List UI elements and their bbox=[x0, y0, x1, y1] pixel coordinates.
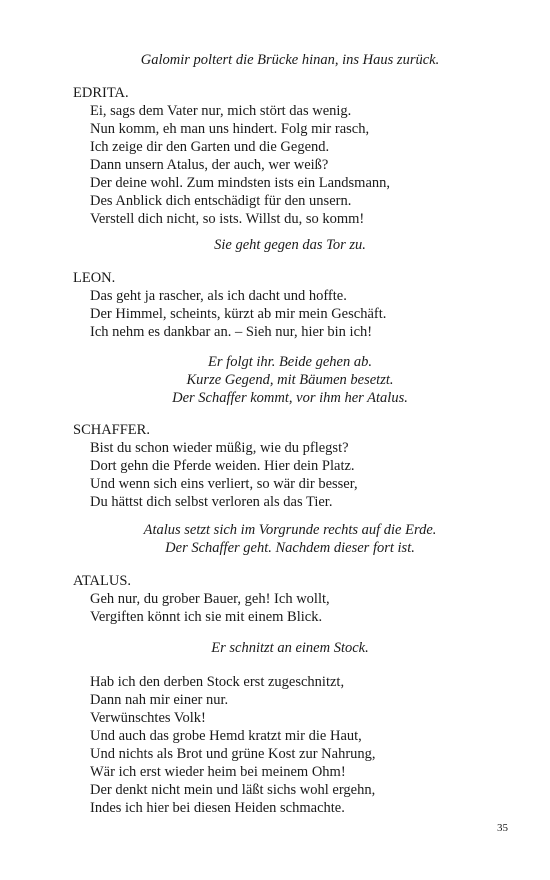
verse-line: Verwünschtes Volk! bbox=[90, 710, 206, 726]
verse-line: Und wenn sich eins verliert, so wär dir besser, bbox=[90, 476, 358, 492]
stage-line: Er folgt ihr. Beide gehen ab. bbox=[208, 354, 372, 370]
stage-direction bbox=[0, 639, 550, 657]
verse-block bbox=[0, 287, 550, 341]
speaker-name: ATALUS. bbox=[73, 573, 132, 589]
stage-line: Galomir poltert die Brücke hinan, ins Haus zurück. bbox=[140, 52, 440, 68]
stage-direction bbox=[0, 51, 550, 69]
verse-line: Geh nur, du grober Bauer, geh! Ich wollt, bbox=[90, 591, 330, 607]
verse-line: Dort gehn die Pferde weiden. Hier dein Platz. bbox=[90, 458, 355, 474]
verse-line: Du hättst dich selbst verloren als das Tier. bbox=[90, 494, 333, 510]
stage-direction bbox=[0, 236, 550, 254]
verse-line: Ich nehm es dankbar an. – Sieh nur, hier bin ich! bbox=[90, 324, 373, 340]
stage-line: Er schnitzt an einem Stock. bbox=[211, 640, 369, 656]
stage-line: Kurze Gegend, mit Bäumen besetzt. bbox=[186, 372, 394, 388]
verse-line: Vergiften könnt ich sie mit einem Blick. bbox=[90, 609, 323, 625]
verse-line: Wär ich erst wieder heim bei meinem Ohm! bbox=[90, 764, 346, 780]
stage-line: Der Schaffer geht. Nachdem dieser fort ist. bbox=[165, 540, 415, 556]
verse-line: Der Himmel, scheints, kürzt ab mir mein Geschäft. bbox=[90, 306, 387, 322]
speaker-name: SCHAFFER. bbox=[73, 422, 150, 438]
verse-line: Ich zeige dir den Garten und die Gegend. bbox=[90, 139, 330, 155]
verse-line: Indes ich hier bei diesen Heiden schmachte. bbox=[90, 800, 345, 816]
speaker-name: LEON. bbox=[73, 270, 116, 286]
verse-block bbox=[0, 590, 550, 626]
verse-line: Hab ich den derben Stock erst zugeschnitzt, bbox=[90, 674, 345, 690]
verse-block bbox=[0, 673, 550, 817]
verse-line: Der denkt nicht mein und läßt sichs wohl ergehn, bbox=[90, 782, 376, 798]
verse-line: Nun komm, eh man uns hindert. Folg mir rasch, bbox=[90, 121, 370, 137]
stage-direction bbox=[0, 521, 550, 557]
verse-block bbox=[0, 439, 550, 511]
stage-line: Sie geht gegen das Tor zu. bbox=[214, 237, 366, 253]
verse-line: Dann unsern Atalus, der auch, wer weiß? bbox=[90, 157, 329, 173]
page-number: 35 bbox=[497, 822, 508, 834]
stage-line: Atalus setzt sich im Vorgrunde rechts auf die Erde. bbox=[143, 522, 437, 538]
verse-line: Bist du schon wieder müßig, wie du pflegst? bbox=[90, 440, 349, 456]
verse-line: Des Anblick dich entschädigt für den unsern. bbox=[90, 193, 352, 209]
verse-line: Ei, sags dem Vater nur, mich stört das wenig. bbox=[90, 103, 352, 119]
stage-direction bbox=[0, 353, 550, 407]
speaker-name: EDRITA. bbox=[73, 85, 129, 101]
stage-line: Der Schaffer kommt, vor ihm her Atalus. bbox=[172, 390, 408, 406]
verse-line: Dann nah mir einer nur. bbox=[90, 692, 229, 708]
verse-line: Das geht ja rascher, als ich dacht und hoffte. bbox=[90, 288, 347, 304]
verse-block bbox=[0, 102, 550, 228]
verse-line: Verstell dich nicht, so ists. Willst du, so komm! bbox=[90, 211, 365, 227]
verse-line: Und nichts als Brot und grüne Kost zur Nahrung, bbox=[90, 746, 376, 762]
verse-line: Und auch das grobe Hemd kratzt mir die Haut, bbox=[90, 728, 362, 744]
verse-line: Der deine wohl. Zum mindsten ists ein Landsmann, bbox=[90, 175, 391, 191]
